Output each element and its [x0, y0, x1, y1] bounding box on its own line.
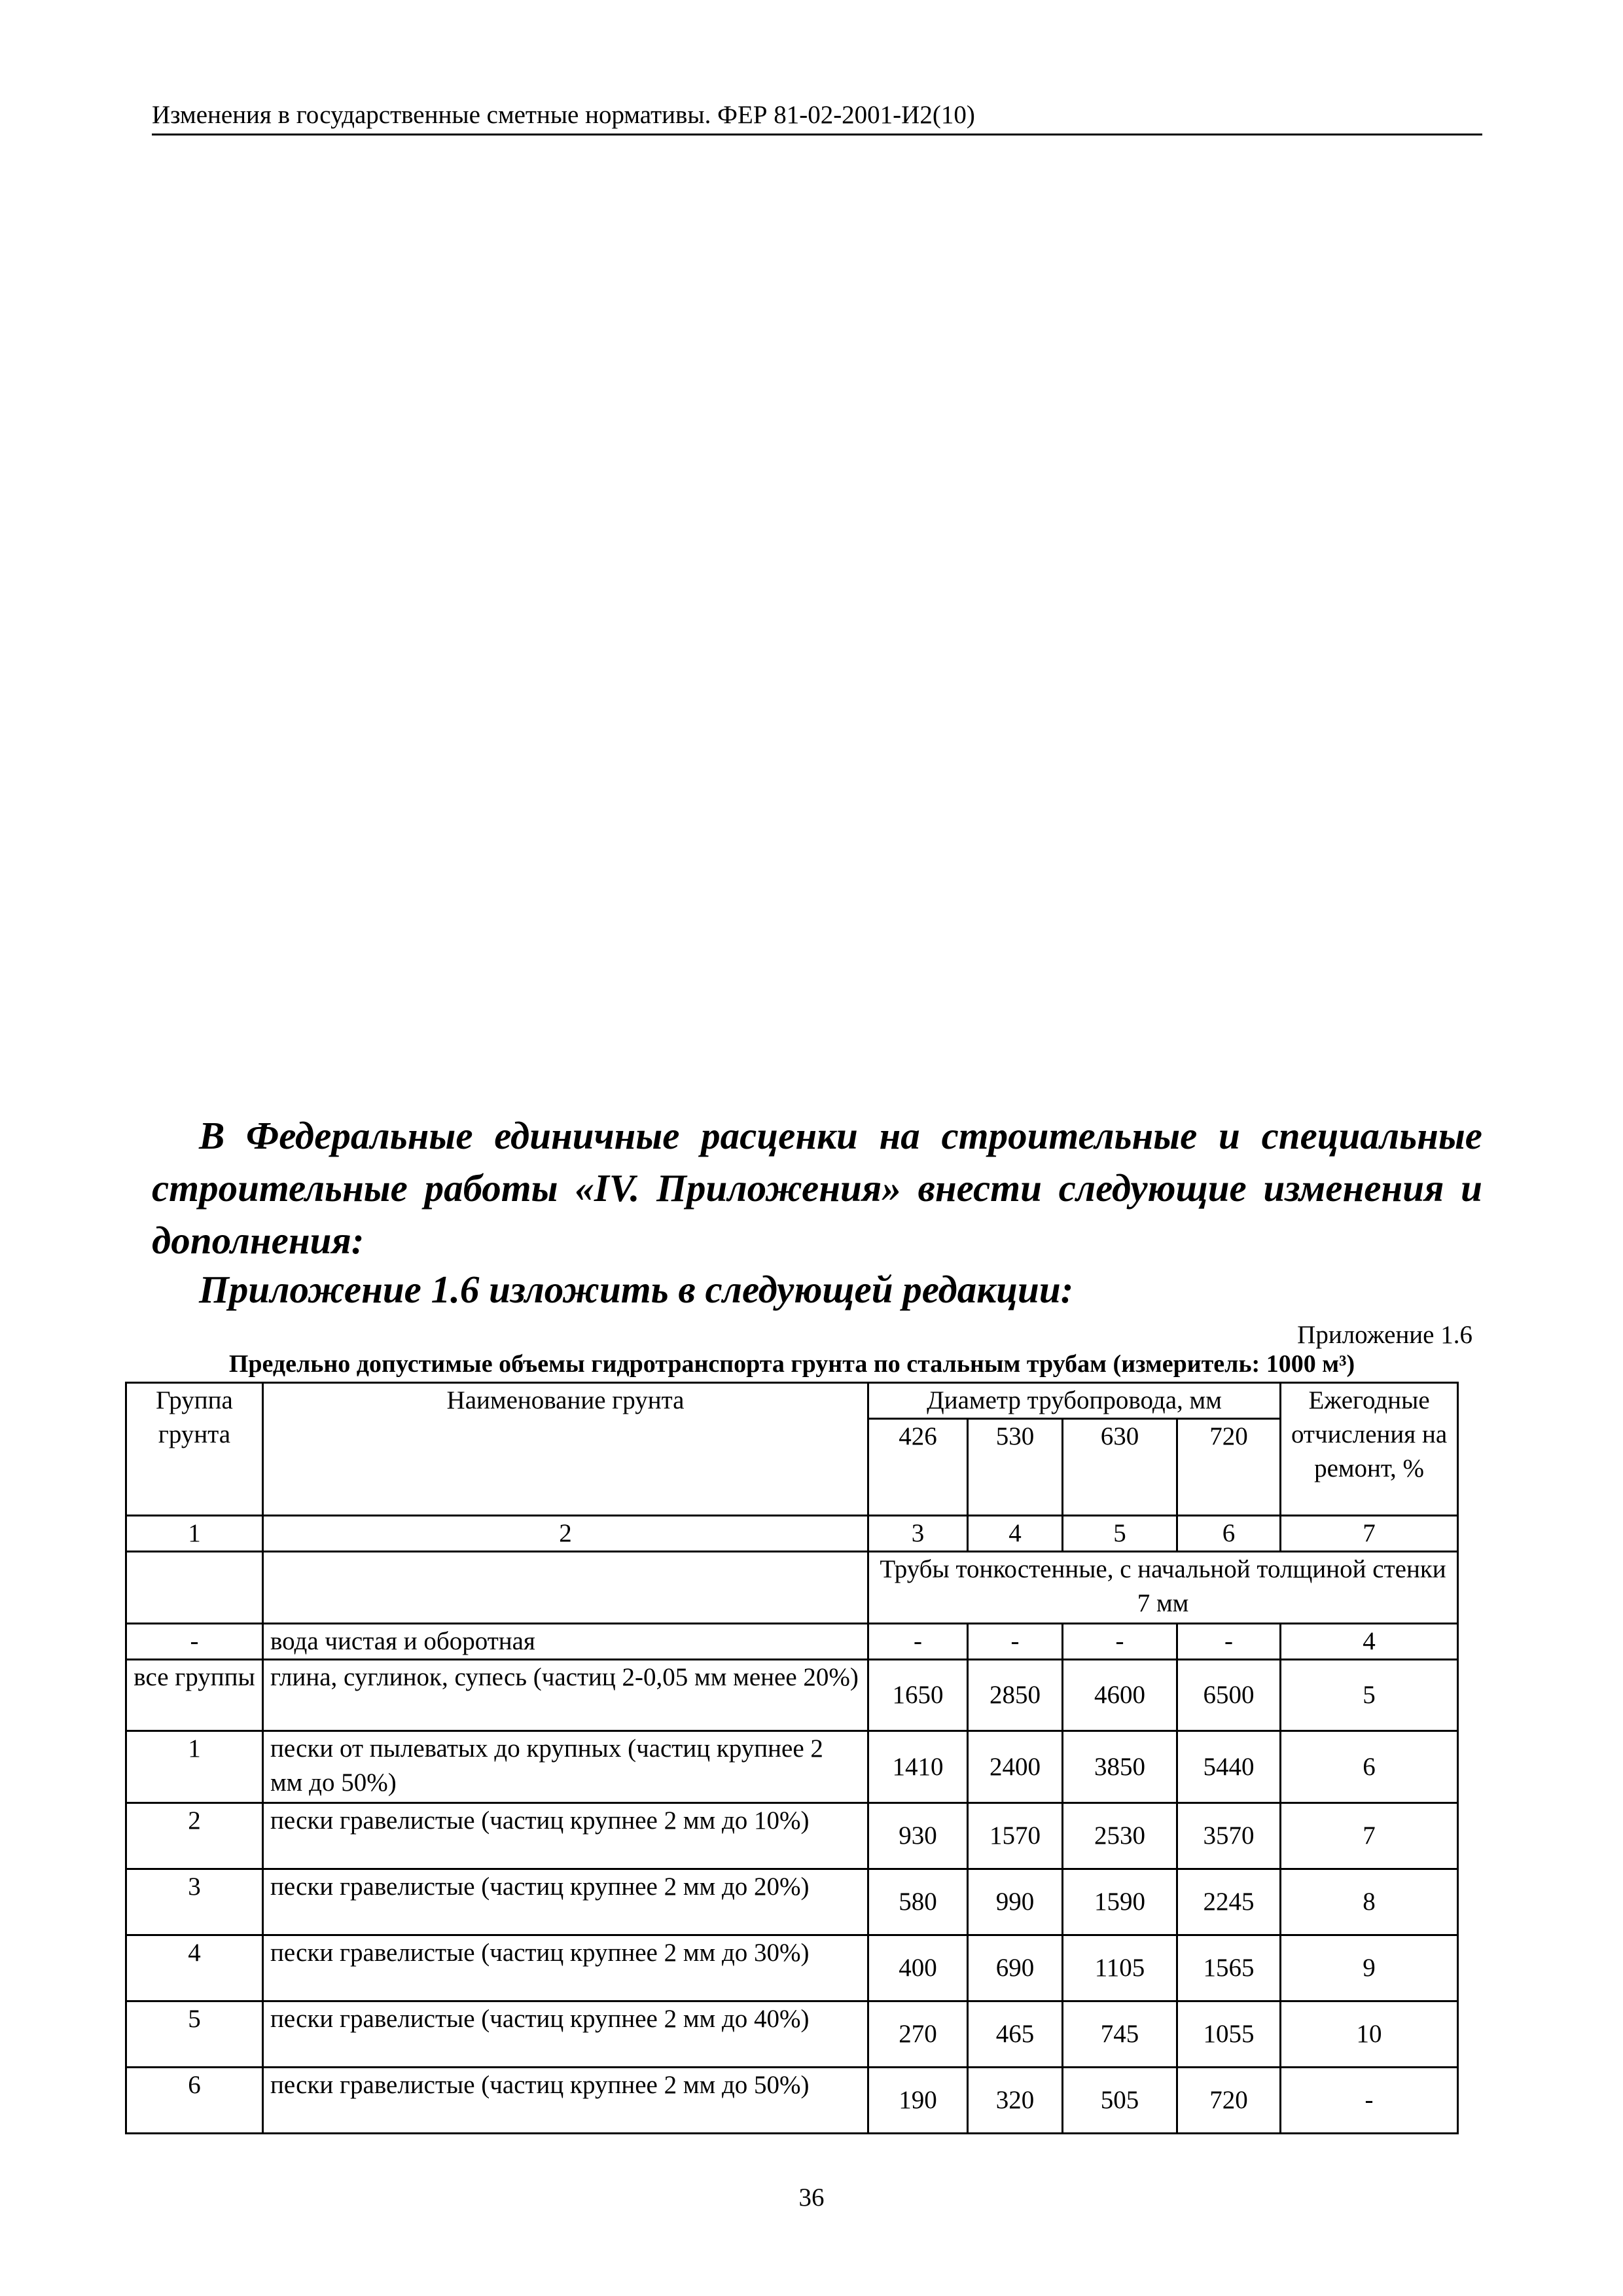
row-value-720: 6500: [1177, 1660, 1281, 1731]
row-group: 6: [126, 2068, 263, 2134]
row-value-720: -: [1177, 1624, 1281, 1660]
col-number: 7: [1281, 1516, 1458, 1552]
appendix-instruction: Приложение 1.6 изложить в следующей редакции:: [199, 1268, 1074, 1311]
amendment-instruction: В Федеральные единичные расценки на строительные и специальные строительные работы «IV. Приложения» внести следующие изменения и дополнения:: [152, 1114, 1482, 1262]
row-name: пески гравелистые (частиц крупнее 2 мм до 10%): [263, 1803, 868, 1869]
row-name: пески гравелистые (частиц крупнее 2 мм до 50%): [263, 2068, 868, 2134]
row-value-530: 2850: [968, 1660, 1063, 1731]
row-name: пески гравелистые (частиц крупнее 2 мм до 30%): [263, 1935, 868, 2001]
table-row: [126, 1660, 1458, 1731]
row-value-530: 465: [968, 2001, 1063, 2068]
row-value-530: -: [968, 1624, 1063, 1660]
row-value-630: 505: [1063, 2068, 1177, 2134]
row-value-720: 2245: [1177, 1869, 1281, 1935]
row-name: пески гравелистые (частиц крупнее 2 мм до 40%): [263, 2001, 868, 2068]
row-repair: 4: [1281, 1624, 1458, 1660]
row-value-630: 745: [1063, 2001, 1177, 2068]
col-number: 2: [263, 1516, 868, 1552]
header-diameter: Диаметр трубопровода, мм: [868, 1383, 1281, 1419]
row-value-426: 580: [868, 1869, 968, 1935]
row-value-720: 5440: [1177, 1731, 1281, 1803]
row-value-630: 3850: [1063, 1731, 1177, 1803]
col-number: 1: [126, 1516, 263, 1552]
row-repair: -: [1281, 2068, 1458, 2134]
row-value-426: 190: [868, 2068, 968, 2134]
row-value-530: 990: [968, 1869, 1063, 1935]
section-empty-cell: [126, 1552, 263, 1624]
row-value-720: 3570: [1177, 1803, 1281, 1869]
row-repair: 9: [1281, 1935, 1458, 2001]
row-value-720: 720: [1177, 2068, 1281, 2134]
col-number: 6: [1177, 1516, 1281, 1552]
row-value-630: 2530: [1063, 1803, 1177, 1869]
row-value-530: 1570: [968, 1803, 1063, 1869]
table-row: [126, 2068, 1458, 2134]
table-title: Предельно допустимые объемы гидротранспорта грунта по стальным трубам (измеритель: 1000 м³): [228, 1350, 1355, 1378]
appendix-label: Приложение 1.6: [1297, 1321, 1472, 1349]
row-value-426: 1650: [868, 1660, 968, 1731]
col-number: 5: [1063, 1516, 1177, 1552]
row-group: все группы: [126, 1660, 263, 1731]
row-value-426: 930: [868, 1803, 968, 1869]
table-row: [126, 1869, 1458, 1935]
page-header: Изменения в государственные сметные нормативы. ФЕР 81-02-2001-И2(10): [152, 97, 1482, 135]
header-d630: 630: [1063, 1419, 1177, 1516]
column-numbers-row: [126, 1516, 1458, 1552]
row-repair: 10: [1281, 2001, 1458, 2068]
row-name: вода чистая и оборотная: [263, 1624, 868, 1660]
row-value-530: 320: [968, 2068, 1063, 2134]
table-row: [126, 1803, 1458, 1869]
row-value-530: 690: [968, 1935, 1063, 2001]
header-repair: Ежегодные отчисления на ремонт, %: [1281, 1383, 1458, 1516]
row-name: пески гравелистые (частиц крупнее 2 мм до 20%): [263, 1869, 868, 1935]
row-group: 4: [126, 1935, 263, 2001]
row-value-530: 2400: [968, 1731, 1063, 1803]
row-repair: 6: [1281, 1731, 1458, 1803]
header-d720: 720: [1177, 1419, 1281, 1516]
table-row: [126, 1624, 1458, 1660]
row-value-720: 1055: [1177, 2001, 1281, 2068]
header-name: Наименование грунта: [263, 1383, 868, 1516]
header-d426: 426: [868, 1419, 968, 1516]
row-value-630: 1590: [1063, 1869, 1177, 1935]
row-repair: 5: [1281, 1660, 1458, 1731]
table-row: [126, 2001, 1458, 2068]
row-group: 5: [126, 2001, 263, 2068]
header-d530: 530: [968, 1419, 1063, 1516]
row-value-426: 270: [868, 2001, 968, 2068]
row-group: 2: [126, 1803, 263, 1869]
row-group: 1: [126, 1731, 263, 1803]
row-repair: 7: [1281, 1803, 1458, 1869]
page-number: 36: [798, 2183, 825, 2212]
row-value-630: 1105: [1063, 1935, 1177, 2001]
col-number: 3: [868, 1516, 968, 1552]
row-group: -: [126, 1624, 263, 1660]
section-label: Трубы тонкостенные, с начальной толщиной стенки 7 мм: [868, 1552, 1458, 1624]
volumes-table: [125, 1382, 1459, 2134]
row-value-426: 400: [868, 1935, 968, 2001]
row-repair: 8: [1281, 1869, 1458, 1935]
header-row: [126, 1383, 1458, 1419]
row-value-630: -: [1063, 1624, 1177, 1660]
row-value-426: -: [868, 1624, 968, 1660]
table-row: [126, 1731, 1458, 1803]
section-empty-cell: [263, 1552, 868, 1624]
section-row: [126, 1552, 1458, 1624]
row-value-720: 1565: [1177, 1935, 1281, 2001]
header-group: Группа грунта: [126, 1383, 263, 1516]
table-row: [126, 1935, 1458, 2001]
row-group: 3: [126, 1869, 263, 1935]
row-value-630: 4600: [1063, 1660, 1177, 1731]
row-value-426: 1410: [868, 1731, 968, 1803]
row-name: пески от пылеватых до крупных (частиц крупнее 2 мм до 50%): [263, 1731, 868, 1803]
col-number: 4: [968, 1516, 1063, 1552]
row-name: глина, суглинок, супесь (частиц 2-0,05 мм менее 20%): [263, 1660, 868, 1731]
